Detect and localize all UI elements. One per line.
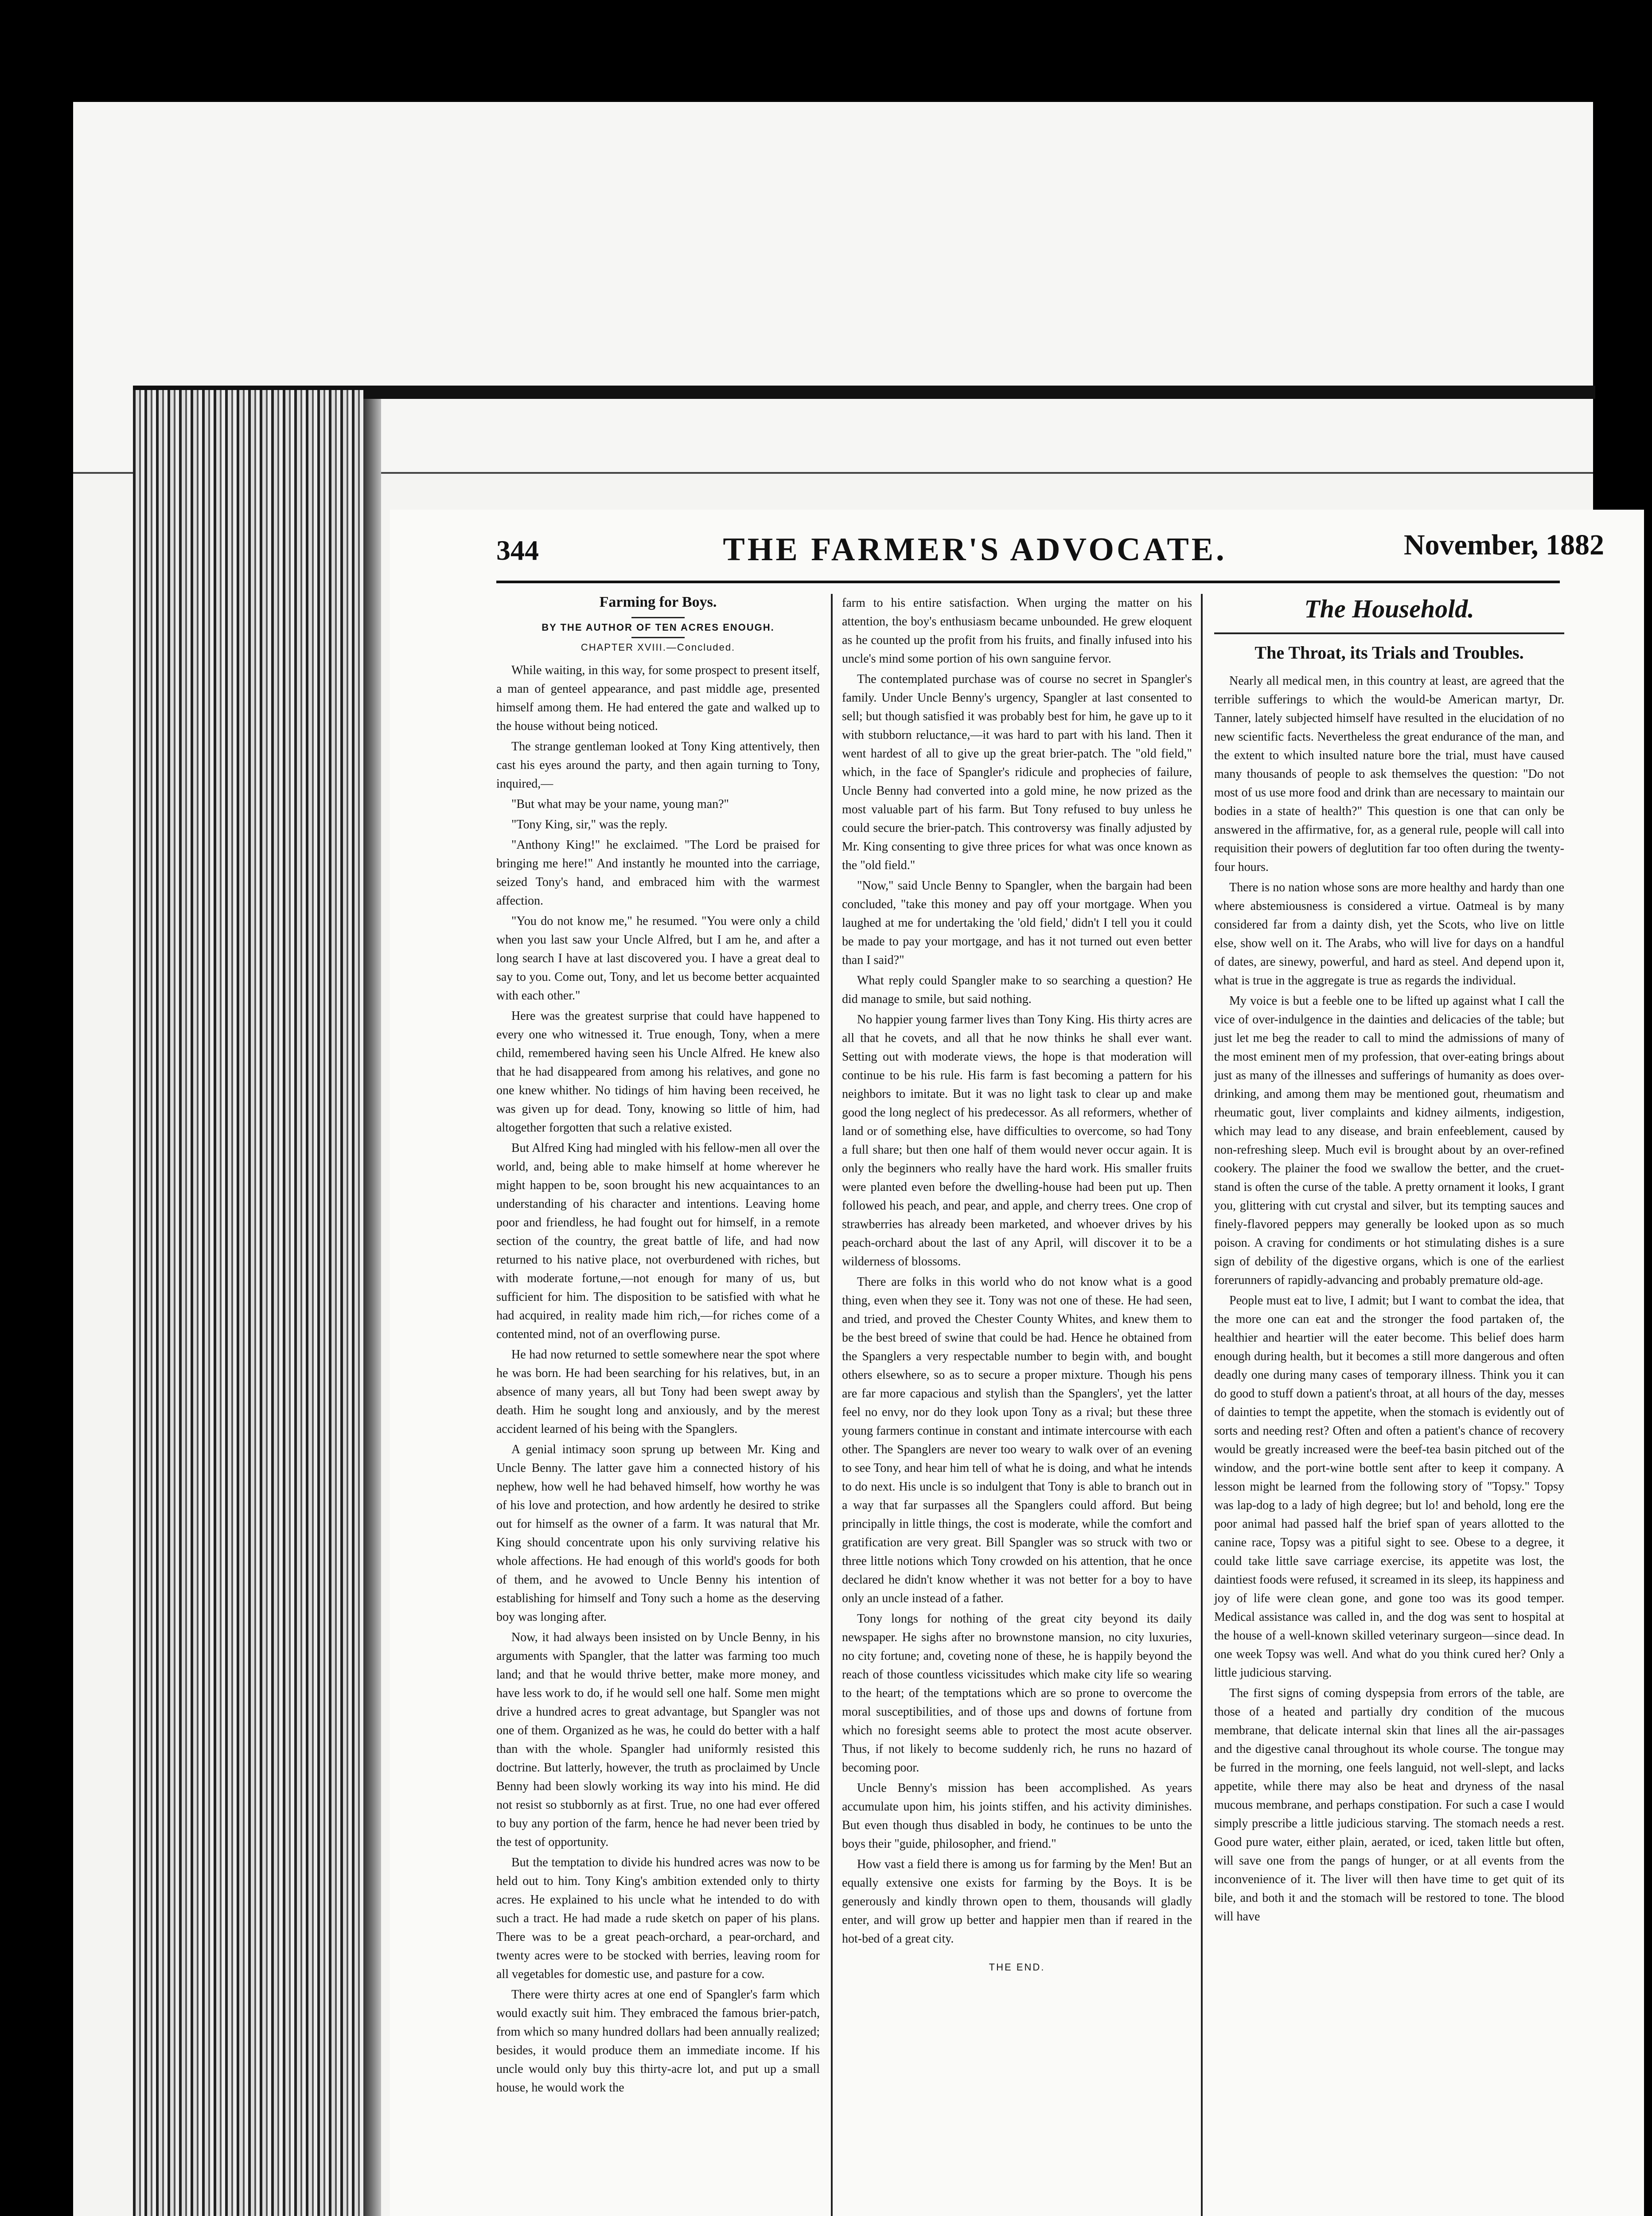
paragraph: The strange gentleman looked at Tony King attentively, then cast his eyes around the party, and then again turning to Tony, inquired,— [496,740,820,791]
section-rule [1214,632,1564,634]
chapter-heading: CHAPTER XVIII.—Concluded. [581,642,736,653]
page-number: 344 [496,534,539,566]
column-divider [831,594,833,2216]
column-farming-continued [842,594,1192,1973]
paragraph: But Alfred King had mingled with his fellow-men all over the world, and, being able to make himself at home wherever he might happen to be, soon brought his new acquaintances to an understanding of his character and intentions. Leaving home poor and friendless, he had fought out for himself, in a remote section of the country, the great battle of life, and had now returned to his native place, not overburdened with riches, but with moderate fortune,—not enough for many of us, but sufficient for him. The disposition to be satisfied with what he had acquired, in reality made him rich,—for riches come of a contented mind, not of an overflowing purse. [496,1141,820,1341]
article-title: The Throat, its Trials and Troubles. [1255,643,1524,663]
paragraph: How vast a field there is among us for farming by the Men! But an equally extensive one exists for farming by the Boys. It is be generously and kindly thrown open to them, thousands will gladly enter, and will grow up better and happier men than if reared in the hot-bed of a great city. [842,1857,1192,1946]
article-byline: BY THE AUTHOR OF TEN ACRES ENOUGH. [542,622,775,633]
section-heading: The Household. [1304,594,1474,623]
newspaper-page [390,510,1644,2216]
paragraph: "Now," said Uncle Benny to Spangler, when the bargain had been concluded, "take this money and pay off your mortgage. When you laughed at me for undertaking the 'old field,' didn't I tell you it could be made to pay your mortgage, and has it not turned out even better than I said?" [842,879,1192,967]
article-title: Farming for Boys. [599,594,717,610]
column-household [1214,594,1564,1928]
paragraph: There were thirty acres at one end of Spangler's farm which would exactly suit him. They embraced the famous brier-patch, from which so many hundred dollars had been annually realized; besides, it would produce them an immediate income. If his uncle would only buy this thirty-acre lot, and put up a small house, he would work the [496,1988,820,2095]
paragraph: He had now returned to settle somewhere near the spot where he was born. He had been searching for his relatives, but, in an absence of many years, all but Tony had been swept away by death. Him he sought long and anxiously, and by the merest accident learned of his being with the Spanglers. [496,1348,820,1436]
paragraph: A genial intimacy soon sprung up between Mr. King and Uncle Benny. The latter gave him a connected history of his nephew, how well he had behaved himself, how worthy he was of his love and protection, and how ardently he desired to strike out for himself as the owner of a farm. It was natural that Mr. King should concentrate upon his only surviving relative his whole affections. He had enough of this world's goods for both of them, and he avowed to Uncle Benny his intention of establishing for himself and Tony such a home as the deserving boy was longing after. [496,1443,820,1624]
the-end-label: THE END. [989,1962,1045,1973]
page-header [390,510,1644,568]
header-rule [496,581,1560,583]
paragraph: "You do not know me," he resumed. "You were only a child when you last saw your Uncle Alfred, but I am he, and after a long search I have at last discovered you. I have a great deal to say to you. Come out, Tony, and let us become better acquainted with each other." [496,914,820,1003]
paragraph: The first signs of coming dyspepsia from errors of the table, are those of a heated and partially dry condition of the mucous membrane, that delicate internal skin that lines all the air-passages and the digestive canal throughout its whole course. The tongue may be furred in the morning, one feels languid, not well-slept, and lacks appetite, while there may also be heat and dryness of the nasal mucous membrane, and perhaps constipation. For such a case I would simply prescribe a little judicious starving. The stomach needs a rest. Good pure water, either plain, aerated, or iced, taken little but often, will save one from the pangs of hunger, or at all events from the inconvenience of it. The liver will then have time to get quit of its bile, and both it and the stomach will be restored to tone. The blood will have [1214,1686,1564,1923]
paragraph: "Anthony King!" he exclaimed. "The Lord be praised for bringing me here!" And instantly he mounted into the carriage, seized Tony's hand, and embraced him with the warmest affection. [496,838,820,908]
paragraph: "But what may be your name, young man?" [511,797,729,811]
paragraph: Here was the greatest surprise that could have happened to every one who witnessed it. True enough, Tony, when a mere child, remembered having seen his Uncle Alfred. He knew also that he had disappeared from among his relatives, and gone no one knew whither. No tidings of him having been received, he was given up for dead. Tony, knowing so little of him, had altogether forgotten that such a relative existed. [496,1009,820,1135]
paragraph: Now, it had always been insisted on by Uncle Benny, in his arguments with Spangler, that the latter was farming too much land; and that he would thrive better, make more money, and have less work to do, if he would sell one half. Some men might drive a hundred acres to great advantage, but Spangler was not one of them. Organized as he was, he could do better with a half than with the whole. Spangler had uniformly resisted this doctrine. But latterly, however, the truth as proclaimed by Uncle Benny had been slowly working its way into his mind. He did not resist so stubbornly as at first. True, no one had ever offered to buy any portion of the farm, hence he had never been tried by the test of opportunity. [496,1631,820,1849]
paragraph: Tony longs for nothing of the great city beyond its daily newspaper. He sighs after no brownstone mansion, no city luxuries, no city fortune; and, coveting none of these, he is happily beyond the reach of those countless vicissitudes which make city life so wearing to the heart; of the temptations which are so prone to overcome the moral susceptibilities, and of those ups and downs of fortune from which no foresight seems able to protect the most acute observer. Thus, if not likely to become suddenly rich, he runs no hazard of becoming poor. [842,1612,1192,1775]
paragraph: The contemplated purchase was of course no secret in Spangler's family. Under Uncle Benny's urgency, Spangler at last consented to sell; but though satisfied it was probably best for him, he gave up to it with stubborn reluctance,—it was hard to part with his land. Then it went hardest of all to give up the great brier-patch. The "old field," which, in the face of Spangler's ridicule and prophecies of failure, Uncle Benny had converted into a gold mine, he now prized as the most valuable part of his farm. But Tony refused to buy unless he could secure the brier-patch. This controversy was finally adjusted by Mr. King consenting to give three prices for what was once known as the "old field." [842,672,1192,872]
masthead: THE FARMER'S ADVOCATE. [723,531,1227,568]
paragraph: No happier young farmer lives than Tony King. His thirty acres are all that he covets, and all that he now thinks he shall ever want. Setting out with moderate views, the hope is that moderation will continue to be his rule. His farm is fast becoming a pattern for his neighbors to imitate. But it was no light task to clear up and make good the long neglect of his predecessor. As all reformers, whether of land or of something else, have difficulties to overcome, so had Tony a full share; but then one half of them would never occur again. It is only the beginners who really have the hard work. His smaller fruits were planted even before the dwelling-house had been put up. Then followed his peach, and pear, and apple, and cherry trees. One crop of strawberries has already been marketed, and whoever drives by his peach-orchard about the last of any April, will discover it to be a wilderness of blossoms. [842,1013,1192,1268]
column-farming-for-boys [496,594,820,2099]
film-border [0,0,1652,102]
paragraph: But the temptation to divide his hundred acres was now to be held out to him. Tony King's ambition extended only to thirty acres. He explained to his uncle what he intended to do with such a tract. He had made a rude sketch on paper of his plans. There was to be a great peach-orchard, a pear-orchard, and twenty acres were to be stocked with berries, leaving room for all vegetables for domestic use, and pasture for a cow. [496,1856,820,1981]
page-stack-edge [133,390,363,2216]
paragraph: There is no nation whose sons are more healthy and hardy than one where abstemiousness is considered a virtue. Oatmeal is by many considered far from a dainty dish, yet the Scots, who live on little else, show well on it. The Arabs, who will live for days on a handful of dates, are sinewy, powerful, and hard as steel. And depend upon it, what is true in the aggregate is true as regards the individual. [1214,881,1564,987]
column-divider [1201,594,1203,2216]
paragraph: "Tony King, sir," was the reply. [511,818,668,831]
title-rule [631,617,685,618]
paragraph: Nearly all medical men, in this country at least, are agreed that the terrible sufferings to which the would-be American martyr, Dr. Tanner, lately subjected himself have resulted in the elucidation of no new scientific facts. Nevertheless the great endurance of the man, and the extent to which insulted nature bore the trial, must have caused many thousands of people to ask themselves the question: "Do not most of us use more food and drink than are necessary to maintain our bodies in a state of health?" This question is one that can only be answered in the affirmative, for, as a general rule, people will call into requisition their powers of deglutition far too often during the twenty-four hours. [1214,674,1564,874]
paragraph: What reply could Spangler make to so searching a question? He did manage to smile, but said nothing. [842,974,1192,1006]
issue-date: November, 1882 [1403,529,1604,561]
paragraph: While waiting, in this way, for some prospect to present itself, a man of genteel appearance, and past middle age, presented himself among them. He had entered the gate and walked up to the house without being noticed. [496,663,820,733]
spine-shadow [363,399,381,2216]
paragraph: My voice is but a feeble one to be lifted up against what I call the vice of over-indulgence in the dainties and delicacies of the table; but just let me beg the reader to call to mind the admissions of many of the most eminent men of my profession, that over-eating brings about just as many of the illnesses and sufferings of humanity as does over-drinking, and among them may be mentioned gout, rheumatism and rheumatic gout, liver complaints and kidney ailments, indigestion, which may lead to any disease, and brain enfeeblement, caused by non-refreshing sleep. Much evil is brought about by an over-refined cookery. The plainer the food we swallow the better, and the cruet-stand is often the curse of the table. A pretty ornament it looks, I grant you, glittering with cut crystal and silver, but its tempting sauces and finely-flavored peppers may generally be looked upon as so much poison. A craving for condiments or hot stimulating dishes is a sure sign of debility of the digestive organs, which is one of the earliest forerunners of rapidly-advancing and probably premature old-age. [1214,994,1564,1287]
paragraph: farm to his entire satisfaction. When urging the matter on his attention, the boy's enthusiasm became unbounded. He grew eloquent as he counted up the profit from his fruits, and finally infused into his uncle's mind some portion of his own sanguine fervor. [842,596,1192,666]
paragraph: Uncle Benny's mission has been accomplished. As years accumulate upon him, his joints stiffen, and his activity diminishes. But even though thus disabled in body, he continues to be unto the boys their "guide, philosopher, and friend." [842,1781,1192,1851]
byline-rule [631,637,685,638]
paragraph: There are folks in this world who do not know what is a good thing, even when they see it. Tony was not one of these. He had seen, and tried, and proved the Chester County Whites, and knew them to be the best breed of swine that could be had. Hence he obtained from the Spanglers a very respectable number to begin with, and bought others elsewhere, so as to secure a proper mixture. Though his pens are far more capacious and stylish than the Spanglers', yet the latter feel no envy, nor do they look upon Tony as a rival; but these three young farmers continue in constant and intimate intercourse with each other. The Spanglers are never too weary to walk over of an evening to see Tony, and hear him tell of what he is doing, and what he intends to do next. His uncle is so indulgent that Tony is able to branch out in a way that far surpasses all the Spanglers could afford. But being principally in little things, the cost is moderate, while the comfort and gratification are very great. Bill Spangler was so struck with two or three little notions which Tony crowded on his attention, that he once declared he didn't know whether it was not better for a boy to have only an uncle instead of a father. [842,1275,1192,1605]
article-body [496,661,820,2097]
paragraph: People must eat to live, I admit; but I want to combat the idea, that the more one can eat and the stronger the food partaken of, the healthier and heartier will the eater become. This belief does harm enough during health, but it becomes a still more dangerous and often deadly one during many cases of temporary illness. Think you it can do good to stuff down a patient's throat, at all hours of the day, messes of dainties to tempt the appetite, when the stomach is evidently out of sorts and needing rest? Often and often a patient's chance of recovery would be greatly increased were the beef-tea basin pitched out of the window, and the port-wine bottle sent after to keep it company. A lesson might be learned from the following story of "Topsy." Topsy was lap-dog to a lady of high degree; but lo! and behold, long ere the poor animal had passed half the brief span of years allotted to the canine race, Topsy was a pitiful sight to see. Obese to a degree, it could take little save carriage exercise, its appetite was lost, the daintiest foods were refused, it screamed in its sleep, its happiness and joy of life were clean gone, and gone too was its good temper. Medical assistance was called in, and the dog was sent to hospital at the house of a well-known skilled veterinary surgeon—since dead. In one week Topsy was well. And what do you think cured her? Only a little judicious starving. [1214,1294,1564,1680]
